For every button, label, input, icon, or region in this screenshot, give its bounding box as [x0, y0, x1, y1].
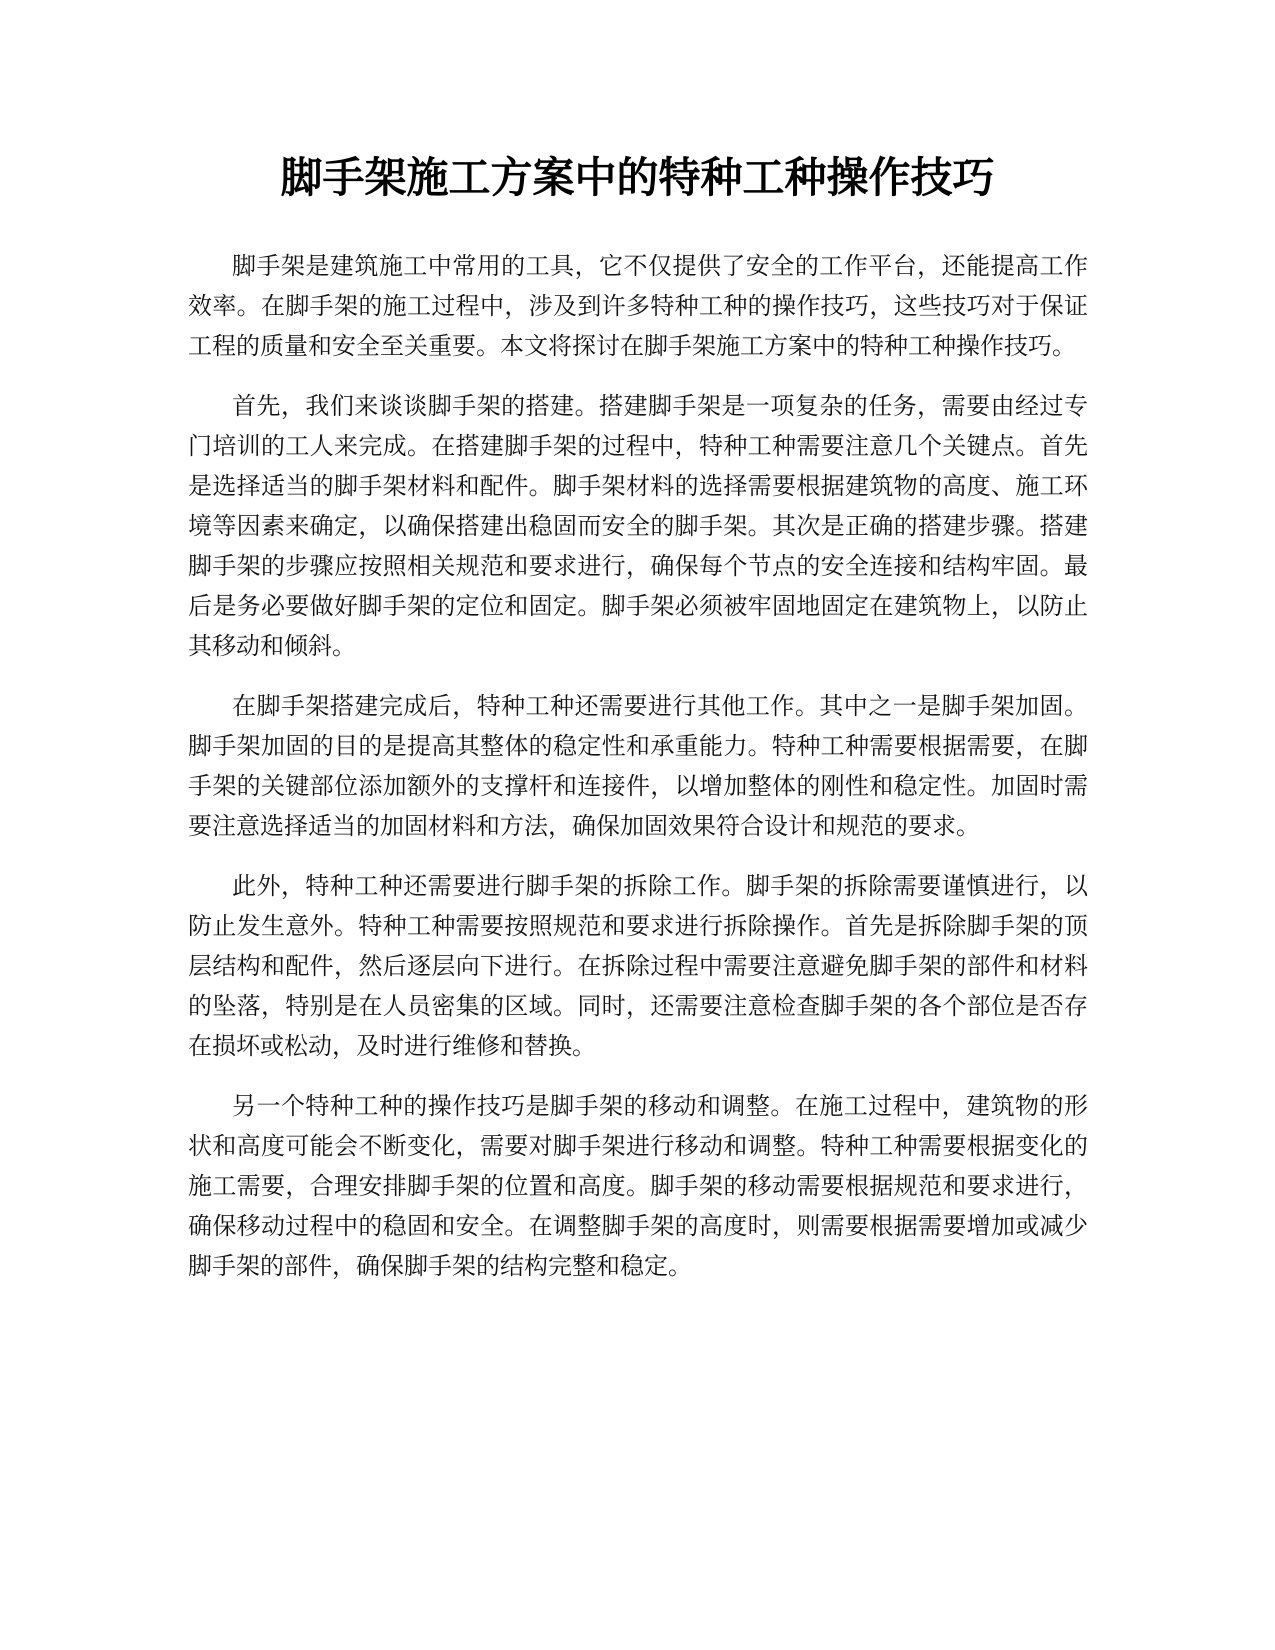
paragraph-intro: 脚手架是建筑施工中常用的工具，它不仅提供了安全的工作平台，还能提高工作效率。在脚手架的施工过程中，涉及到许多特种工种的操作技巧，这些技巧对于保证工程的质量和安全至关重要。本文将探讨在脚手架施工方案中的特种工种操作技巧。 [188, 252, 1088, 360]
paragraph-moving-adjusting: 另一个特种工种的操作技巧是脚手架的移动和调整。在施工过程中，建筑物的形状和高度可能会不断变化，需要对脚手架进行移动和调整。特种工种需要根据变化的施工需要，合理安排脚手架的位置和高度。脚手架的移动需要根据规范和要求进行，确保移动过程中的稳固和安全。在调整脚手架的高度时，则需要根据需要增加或减少脚手架的部件，确保脚手架的结构完整和稳定。 [188, 1092, 1088, 1280]
paragraph-erection: 首先，我们来谈谈脚手架的搭建。搭建脚手架是一项复杂的任务，需要由经过专门培训的工人来完成。在搭建脚手架的过程中，特种工种需要注意几个关键点。首先是选择适当的脚手架材料和配件。脚手架材料的选择需要根据建筑物的高度、施工环境等因素来确定，以确保搭建出稳固而安全的脚手架。其次是正确的搭建步骤。搭建脚手架的步骤应按照相关规范和要求进行，确保每个节点的安全连接和结构牢固。最后是务必要做好脚手架的定位和固定。脚手架必须被牢固地固定在建筑物上，以防止其移动和倾斜。 [188, 392, 1088, 660]
document-title: 脚手架施工方案中的特种工种操作技巧 [280, 153, 995, 202]
document-body [188, 246, 1088, 1306]
paragraph-dismantling: 此外，特种工种还需要进行脚手架的拆除工作。脚手架的拆除需要谨慎进行，以防止发生意外。特种工种需要按照规范和要求进行拆除操作。首先是拆除脚手架的顶层结构和配件，然后逐层向下进行。在拆除过程中需要注意避免脚手架的部件和材料的坠落，特别是在人员密集的区域。同时，还需要注意检查脚手架的各个部位是否存在损坏或松动，及时进行维修和替换。 [188, 872, 1088, 1060]
paragraph-reinforcement: 在脚手架搭建完成后，特种工种还需要进行其他工作。其中之一是脚手架加固。脚手架加固的目的是提高其整体的稳定性和承重能力。特种工种需要根据需要，在脚手架的关键部位添加额外的支撑杆和连接件，以增加整体的刚性和稳定性。加固时需要注意选择适当的加固材料和方法，确保加固效果符合设计和规范的要求。 [188, 692, 1088, 840]
